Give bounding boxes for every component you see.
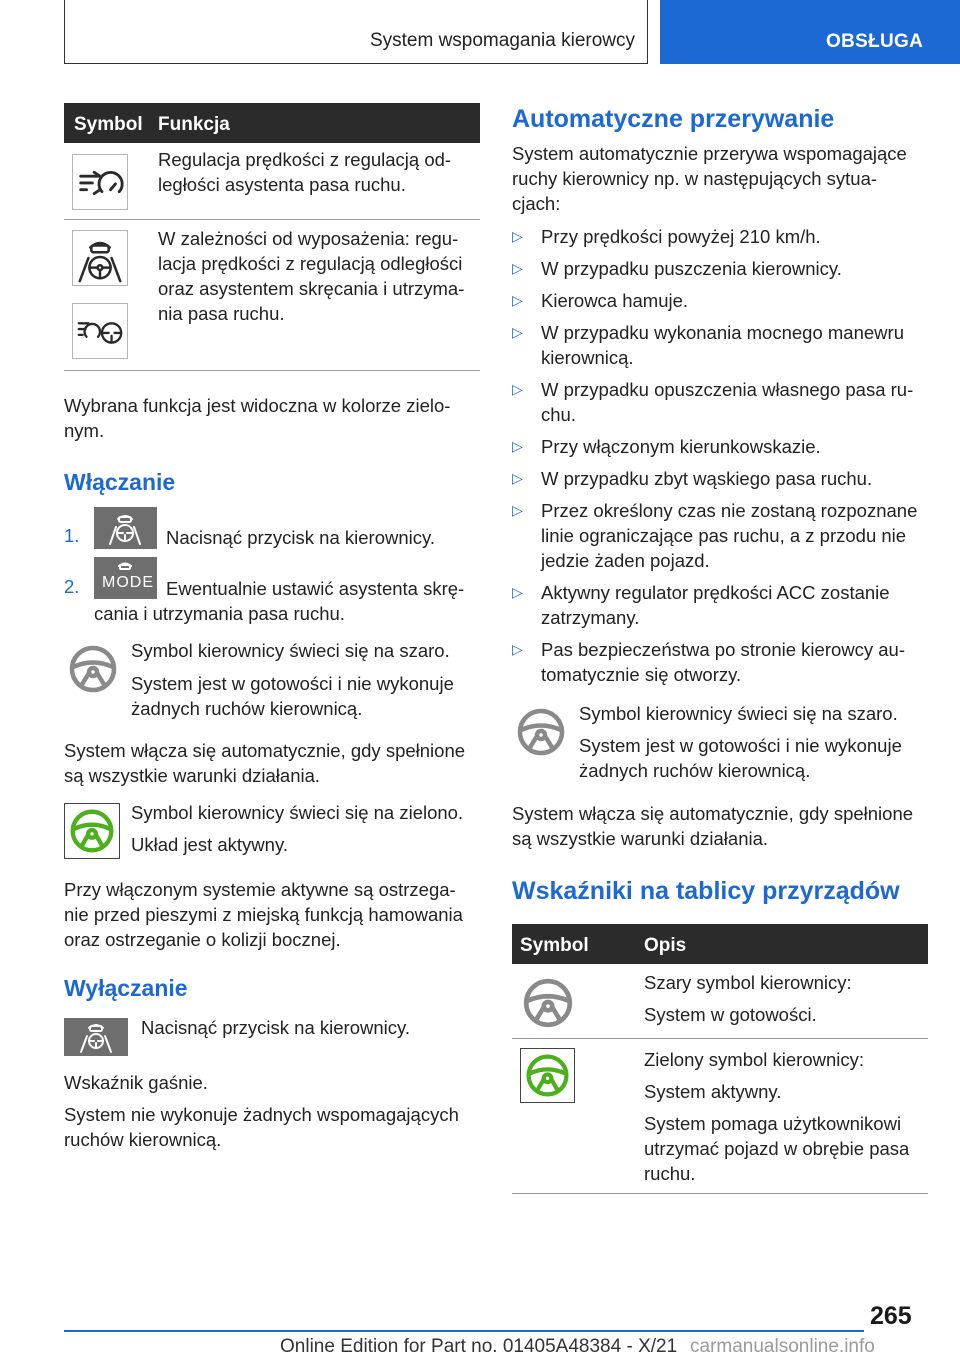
green-desc-line3: System pomaga użytkownikowi utrzymać pojazd w obrębie pasa ruchu. [644, 1113, 910, 1184]
auto-interrupt-intro: System automatycznie przerywa wspomagające ruchy kierownicy np. w następujących sytua- cjach: [512, 143, 907, 214]
auto-activation-text: System włącza się automatycznie, gdy spełnione są wszystkie warunki działania. [512, 803, 914, 849]
page-number: 265 [870, 1302, 912, 1330]
gray-desc-line1: Szary symbol kierownicy: [644, 972, 852, 993]
steering-wheel-gray-icon [514, 706, 568, 758]
col-symbol-label: Symbol [74, 114, 143, 135]
steering-assist-button-icon [64, 1018, 128, 1056]
distance-steering-icon [72, 303, 128, 359]
table-row [64, 220, 480, 371]
list-item: ▷ Kierowca hamuje. [512, 290, 689, 311]
steering-assist-button-icon [94, 507, 157, 549]
section-heading-on: Włączanie [64, 469, 176, 495]
green-symbol-text: Symbol kierownicy świeci się na zielono. [131, 802, 464, 823]
function-table-header [64, 103, 480, 143]
edition-text: Online Edition for Part no. 01405A48384 - X/21 [280, 1336, 678, 1357]
step-2-text-cont: cania i utrzymania pasa ruchu. [94, 603, 345, 624]
table-row [512, 1039, 928, 1194]
gray-ready-text: System jest w gotowości i nie wykonuje żadnych ruchów kierownicą. [131, 673, 454, 719]
bullet-triangle-icon: ▷ [512, 470, 523, 486]
list-item: ▷ Przez określony czas nie zostaną rozpoznane linie ograniczające pas ruchu, a z przodu nie jedzie żaden pojazd. [512, 500, 918, 571]
list-item: ▷ W przypadku puszczenia kierownicy. [512, 258, 842, 279]
col-desc-label: Opis [644, 935, 687, 956]
no-assist-text: System nie wykonuje żadnych wspomagających ruchów kierownicą. [64, 1104, 459, 1150]
footer-divider [64, 1330, 864, 1332]
list-item: ▷ Aktywny regulator prędkości ACC zostanie zatrzymany. [512, 582, 890, 628]
bullet-triangle-icon: ▷ [512, 502, 523, 518]
mode-label: MODE [102, 574, 154, 591]
step-number: 2. [64, 576, 80, 597]
auto-activation-text: System włącza się automatycznie, gdy spełnione są wszystkie warunki działania. [64, 740, 466, 786]
gray-ready-text: System jest w gotowości i nie wykonuje żadnych ruchów kierownicą. [579, 735, 902, 781]
section-heading-off: Wyłączanie [64, 975, 188, 1001]
steering-wheel-green-icon [520, 1048, 575, 1103]
step-1-text: Nacisnąć przycisk na kierownicy. [166, 527, 436, 548]
bullet-triangle-icon: ▷ [512, 381, 523, 397]
bullet-triangle-icon: ▷ [512, 584, 523, 600]
indicator-off-text: Wskaźnik gaśnie. [64, 1072, 208, 1093]
indicator-table [512, 924, 928, 1194]
step-2-text: Ewentualnie ustawić asystenta skrę- [166, 578, 465, 599]
lane-assist-speed-icon [72, 154, 128, 210]
list-item: ▷ W przypadku wykonania mocnego manewru kierownicą. [512, 322, 904, 368]
indicators-heading: Wskaźniki na tablicy przyrządów [512, 877, 900, 905]
header-chapter-box [64, 0, 648, 64]
bullet-triangle-icon: ▷ [512, 438, 523, 454]
watermark: carmanualsonline.info [690, 1336, 875, 1357]
steering-wheel-green-icon [64, 803, 120, 859]
col-function-label: Funkcja [158, 114, 230, 135]
row-description: Regulacja prędkości z regulacją od- ległości asystenta pasa ruchu. [158, 149, 452, 195]
green-desc-line1: Zielony symbol kierownicy: [644, 1049, 865, 1070]
gray-symbol-text: Symbol kierownicy świeci się na szaro. [131, 640, 450, 661]
bullet-triangle-icon: ▷ [512, 228, 523, 244]
gray-symbol-text: Symbol kierownicy świeci się na szaro. [579, 703, 898, 724]
bullet-triangle-icon: ▷ [512, 292, 523, 308]
list-item: ▷ W przypadku opuszczenia własnego pasa ru- chu. [512, 379, 914, 425]
list-item: ▷ W przypadku zbyt wąskiego pasa ruchu. [512, 468, 873, 489]
chapter-title: System wspomagania kierowcy [369, 30, 635, 51]
bullet-triangle-icon: ▷ [512, 260, 523, 276]
row-description: W zależności od wyposażenia: regu- lacja prędkości z regulacją odległości oraz asystentem skręcania i utrzyma- nia pasa ruchu. [158, 228, 465, 324]
list-item: ▷ Pas bezpieczeństwa po stronie kierowcy au- tomatycznie się otworzy. [512, 639, 906, 685]
selected-note: Wybrana funkcja jest widoczna w kolorze zielo- nym. [64, 395, 451, 441]
mode-button-icon [94, 557, 157, 599]
auto-interrupt-heading: Automatyczne przerywanie [512, 105, 835, 133]
off-press-text: Nacisnąć przycisk na kierownicy. [141, 1017, 411, 1038]
table-row [64, 143, 480, 220]
list-item: ▷ Przy włączonym kierunkowskazie. [512, 436, 821, 457]
green-desc-line2: System aktywny. [644, 1081, 782, 1102]
steering-wheel-gray-icon [520, 976, 576, 1030]
section-title: OBSŁUGA [826, 31, 924, 52]
list-item: ▷ Przy prędkości powyżej 210 km/h. [512, 226, 821, 247]
indicator-table-header [512, 924, 928, 964]
gray-desc-line2: System w gotowości. [644, 1004, 817, 1025]
active-text: Układ jest aktywny. [131, 834, 288, 855]
warnings-text: Przy włączonym systemie aktywne są ostrzega- nie przed pieszymi z miejską funkcją hamowania oraz ostrzeganie o kolizji bocznej. [64, 879, 463, 950]
function-table [64, 103, 480, 371]
steering-assist-icon [72, 230, 128, 286]
step-number: 1. [64, 525, 80, 546]
bullet-triangle-icon: ▷ [512, 324, 523, 340]
table-row [512, 964, 928, 1039]
steering-wheel-gray-icon [66, 643, 120, 695]
interrupt-conditions-list [512, 224, 928, 687]
bullet-triangle-icon: ▷ [512, 641, 523, 657]
col-symbol-label: Symbol [520, 935, 589, 956]
